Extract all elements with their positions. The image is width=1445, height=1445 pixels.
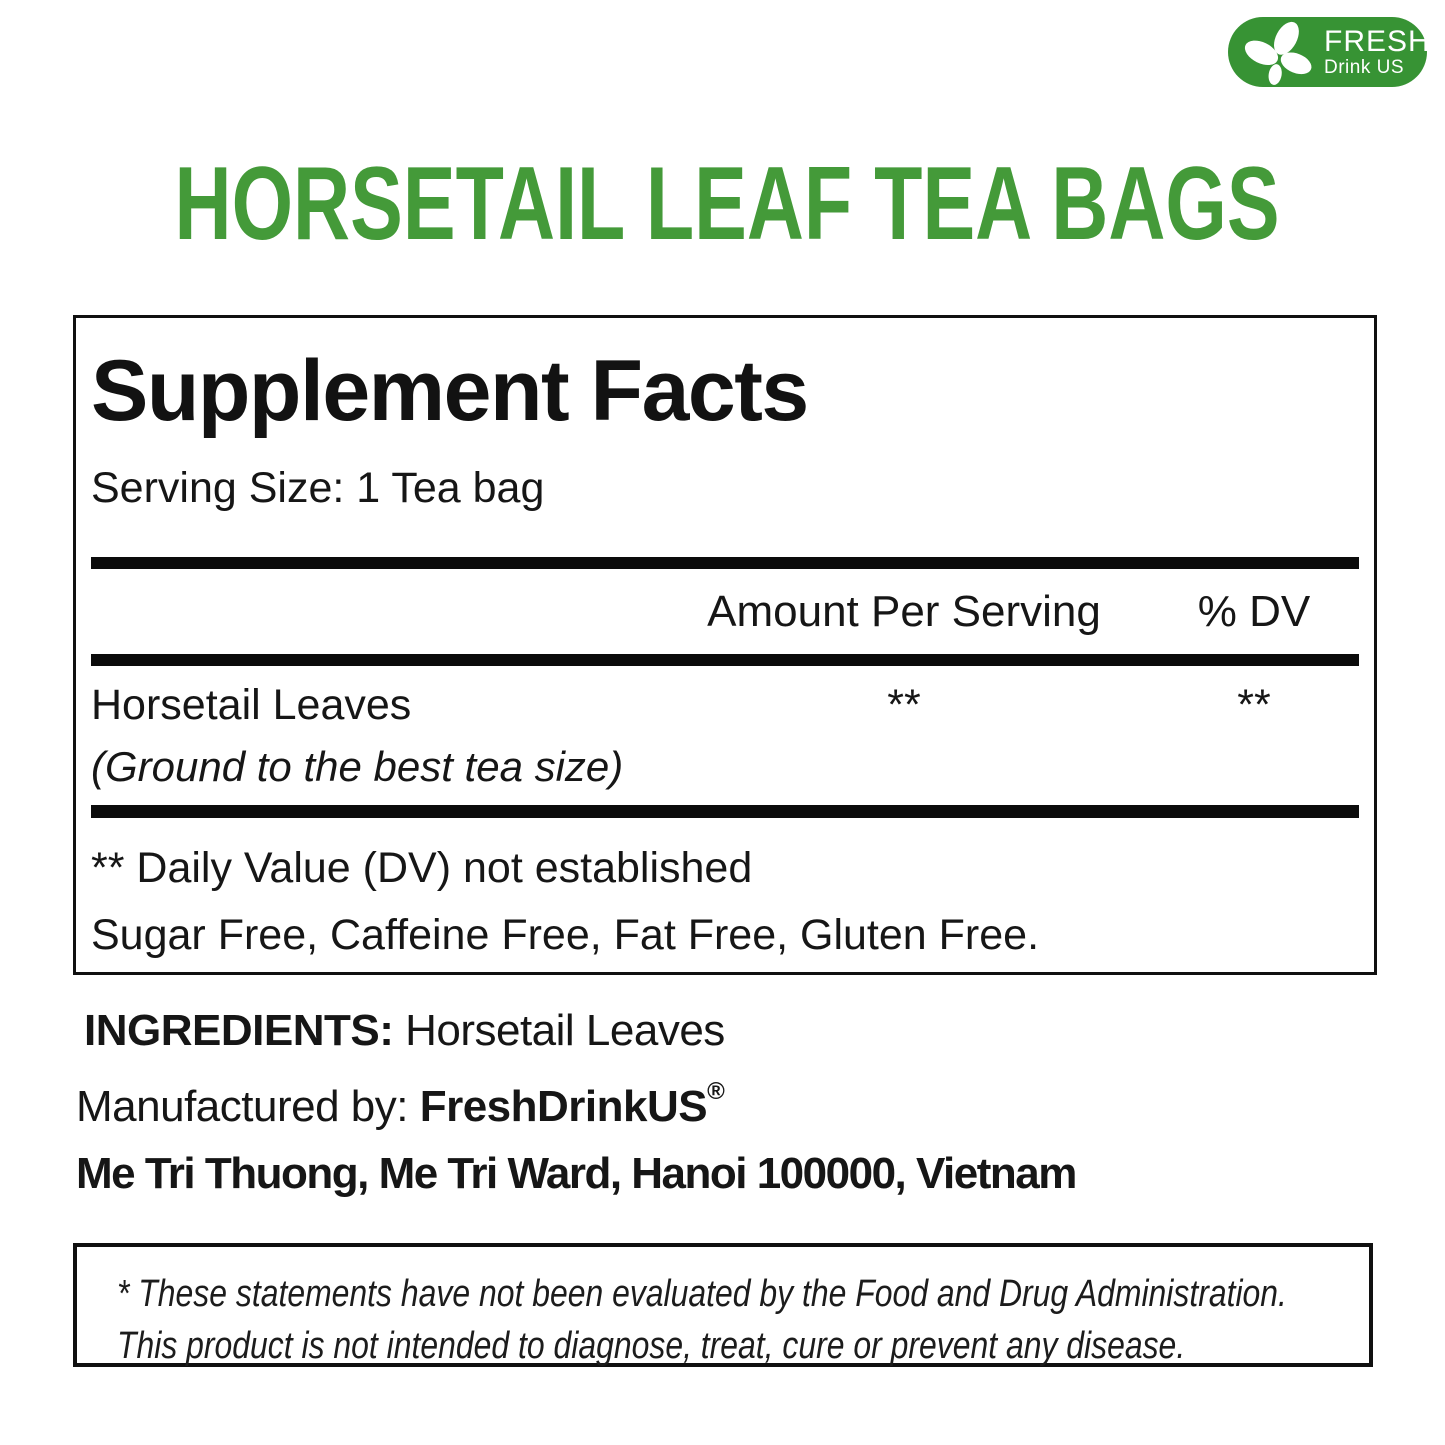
ingredients-line <box>84 1006 725 1057</box>
logo-line2: Drink US <box>1324 57 1405 78</box>
supplement-facts-heading: Supplement Facts <box>91 343 808 439</box>
supplement-facts-panel <box>73 315 1377 975</box>
ingredient-amount: ** <box>887 681 921 730</box>
product-title-text: HORSETAIL LEAF TEA BAGS <box>174 146 1280 262</box>
brand-logo <box>1228 17 1431 87</box>
divider-bar-top <box>91 557 1359 569</box>
logo-line1: FRESH <box>1324 25 1431 58</box>
disclaimer-line-2: This product is not intended to diagnose, treat, cure or prevent any disease. <box>117 1325 1186 1367</box>
table-header-row <box>91 569 1359 654</box>
ingredient-note: (Ground to the best tea size) <box>91 742 624 790</box>
table-row <box>91 682 1359 729</box>
address-line: Me Tri Thuong, Me Tri Ward, Hanoi 100000, Vietnam <box>76 1149 1076 1198</box>
ingredient-dv: ** <box>1237 681 1271 730</box>
manufactured-line <box>76 1078 724 1133</box>
leaf-icon <box>1238 19 1322 85</box>
column-header-dv: % DV <box>1197 586 1311 636</box>
product-title <box>0 146 1445 262</box>
serving-size: Serving Size: 1 Tea bag <box>91 464 545 512</box>
divider-bar-middle <box>91 654 1359 666</box>
column-header-amount: Amount Per Serving <box>707 586 1101 636</box>
logo-text <box>1324 27 1431 78</box>
ingredients-value: Horsetail Leaves <box>393 1006 725 1055</box>
registered-mark: ® <box>707 1078 725 1105</box>
manufacturer-name: FreshDrinkUS <box>419 1082 708 1131</box>
disclaimer-line-1: * These statements have not been evaluated by the Food and Drug Administration. <box>117 1273 1287 1315</box>
disclaimer-box <box>73 1243 1373 1367</box>
manufactured-label: Manufactured by: <box>76 1082 420 1131</box>
footnote-daily-value: ** Daily Value (DV) not established <box>91 844 753 893</box>
divider-bar-bottom <box>91 805 1359 818</box>
ingredients-label: INGREDIENTS: <box>84 1006 394 1055</box>
footnote-free-claims: Sugar Free, Caffeine Free, Fat Free, Gluten Free. <box>91 910 1040 959</box>
ingredient-name: Horsetail Leaves <box>91 681 412 730</box>
